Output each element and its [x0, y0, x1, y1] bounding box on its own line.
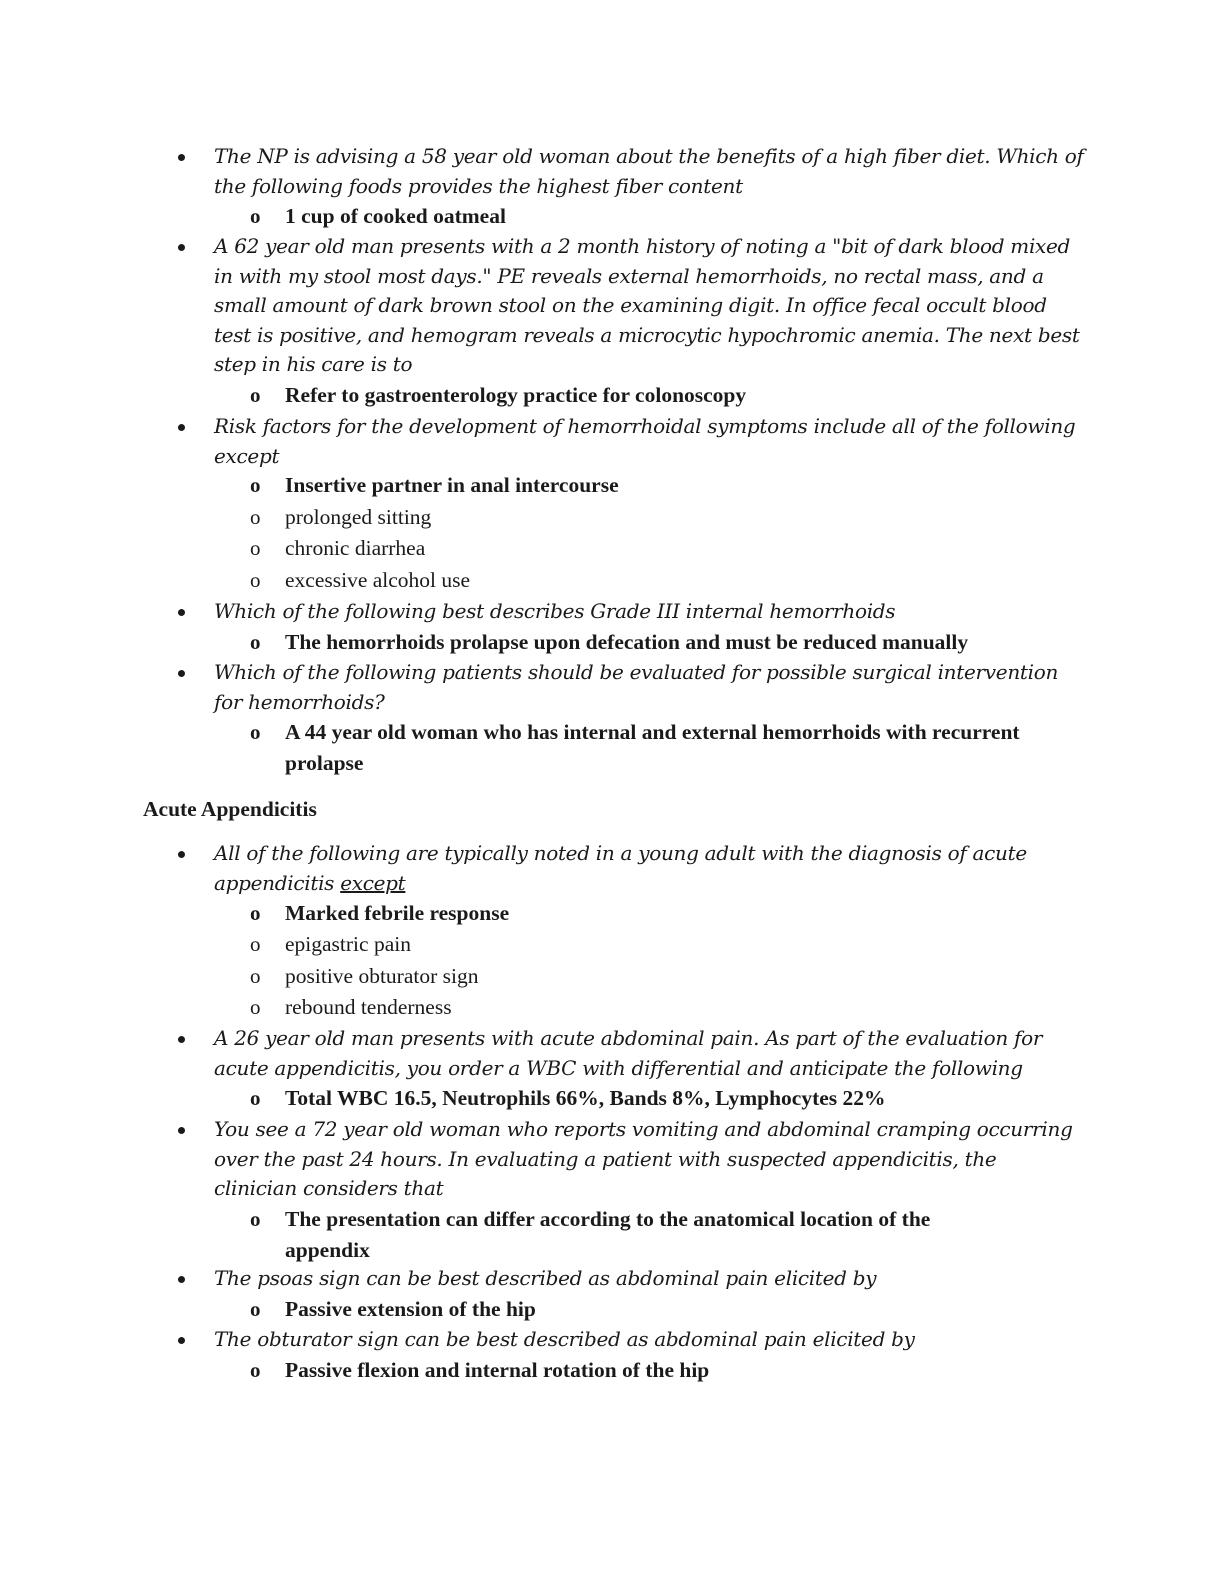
question-text: Which of the following best describes Grade III internal hemorrhoids [214, 599, 896, 623]
question-bullet [177, 850, 186, 859]
answer-option: chronic diarrhea [285, 536, 426, 560]
question-bullet [177, 1035, 186, 1044]
answer-bullet: o [250, 1358, 261, 1382]
answer-bullet: o [250, 932, 261, 956]
answer-bullet: o [250, 204, 261, 228]
underlined-word: except [340, 870, 406, 895]
question-text: The psoas sign can be best described as abdominal pain elicited by [214, 1266, 877, 1290]
correct-answer: A 44 year old woman who has internal and external hemorrhoids with recurrent prolapse [285, 720, 1020, 775]
section-heading: Acute Appendicitis [143, 797, 317, 821]
answer-bullet: o [250, 568, 261, 592]
answer-bullet: o [250, 901, 261, 925]
correct-answer: The presentation can differ according to the anatomical location of the appendix [285, 1207, 931, 1262]
correct-answer: Marked febrile response [285, 901, 510, 925]
correct-answer: Passive flexion and internal rotation of the hip [285, 1358, 710, 1382]
question-bullet [177, 153, 186, 162]
answer-bullet: o [250, 720, 261, 744]
correct-answer: 1 cup of cooked oatmeal [285, 204, 506, 228]
answer-bullet: o [250, 964, 261, 988]
answer-option: prolonged sitting [285, 505, 432, 529]
question-text [214, 839, 1084, 898]
question-bullet [177, 243, 186, 252]
question-bullet [177, 1275, 186, 1284]
question-bullet [177, 1336, 186, 1345]
answer-option: rebound tenderness [285, 995, 452, 1019]
question-text: A 62 year old man presents with a 2 month history of noting a "bit of dark blood mixed in with my stool most days." PE reveals external hemorrhoids, no rectal mass, and a small amount of dark brown stool on the examining digit. In office fecal occult blood test is positive, and hemogram reveals a microcytic hypochromic anemia. The next best step in his care is to [214, 234, 1080, 376]
answer-bullet: o [250, 1086, 261, 1110]
question-bullet [177, 1126, 186, 1135]
question-text: Risk factors for the development of hemorrhoidal symptoms include all of the following except [214, 414, 1076, 468]
answer-option: positive obturator sign [285, 964, 479, 988]
answer-bullet: o [250, 995, 261, 1019]
answer-option: excessive alcohol use [285, 568, 471, 592]
answer-bullet: o [250, 505, 261, 529]
answer-bullet: o [250, 1207, 261, 1231]
correct-answer: The hemorrhoids prolapse upon defecation and must be reduced manually [285, 630, 969, 654]
question-bullet [177, 669, 186, 678]
answer-bullet: o [250, 630, 261, 654]
question-text: You see a 72 year old woman who reports vomiting and abdominal cramping occurring over the past 24 hours. In evaluating a patient with suspected appendicitis, the clinician considers that [214, 1117, 1073, 1200]
question-text-main: All of the following are typically noted in a young adult with the diagnosis of acute appendicitis [214, 841, 1027, 895]
question-bullet [177, 608, 186, 617]
answer-bullet: o [250, 1297, 261, 1321]
correct-answer: Insertive partner in anal intercourse [285, 473, 619, 497]
answer-bullet: o [250, 473, 261, 497]
question-text: Which of the following patients should be evaluated for possible surgical intervention for hemorrhoids? [214, 660, 1059, 714]
question-bullet [177, 423, 186, 432]
question-text: A 26 year old man presents with acute abdominal pain. As part of the evaluation for acute appendicitis, you order a WBC with differential and anticipate the following [214, 1026, 1043, 1080]
correct-answer: Total WBC 16.5, Neutrophils 66%, Bands 8%, Lymphocytes 22% [285, 1086, 886, 1110]
answer-bullet: o [250, 383, 261, 407]
question-text: The NP is advising a 58 year old woman about the benefits of a high fiber diet. Which of the following foods provides the highest fiber content [214, 144, 1084, 198]
question-text: The obturator sign can be best described as abdominal pain elicited by [214, 1327, 915, 1351]
answer-bullet: o [250, 536, 261, 560]
correct-answer: Passive extension of the hip [285, 1297, 536, 1321]
answer-option: epigastric pain [285, 932, 411, 956]
correct-answer: Refer to gastroenterology practice for colonoscopy [285, 383, 747, 407]
